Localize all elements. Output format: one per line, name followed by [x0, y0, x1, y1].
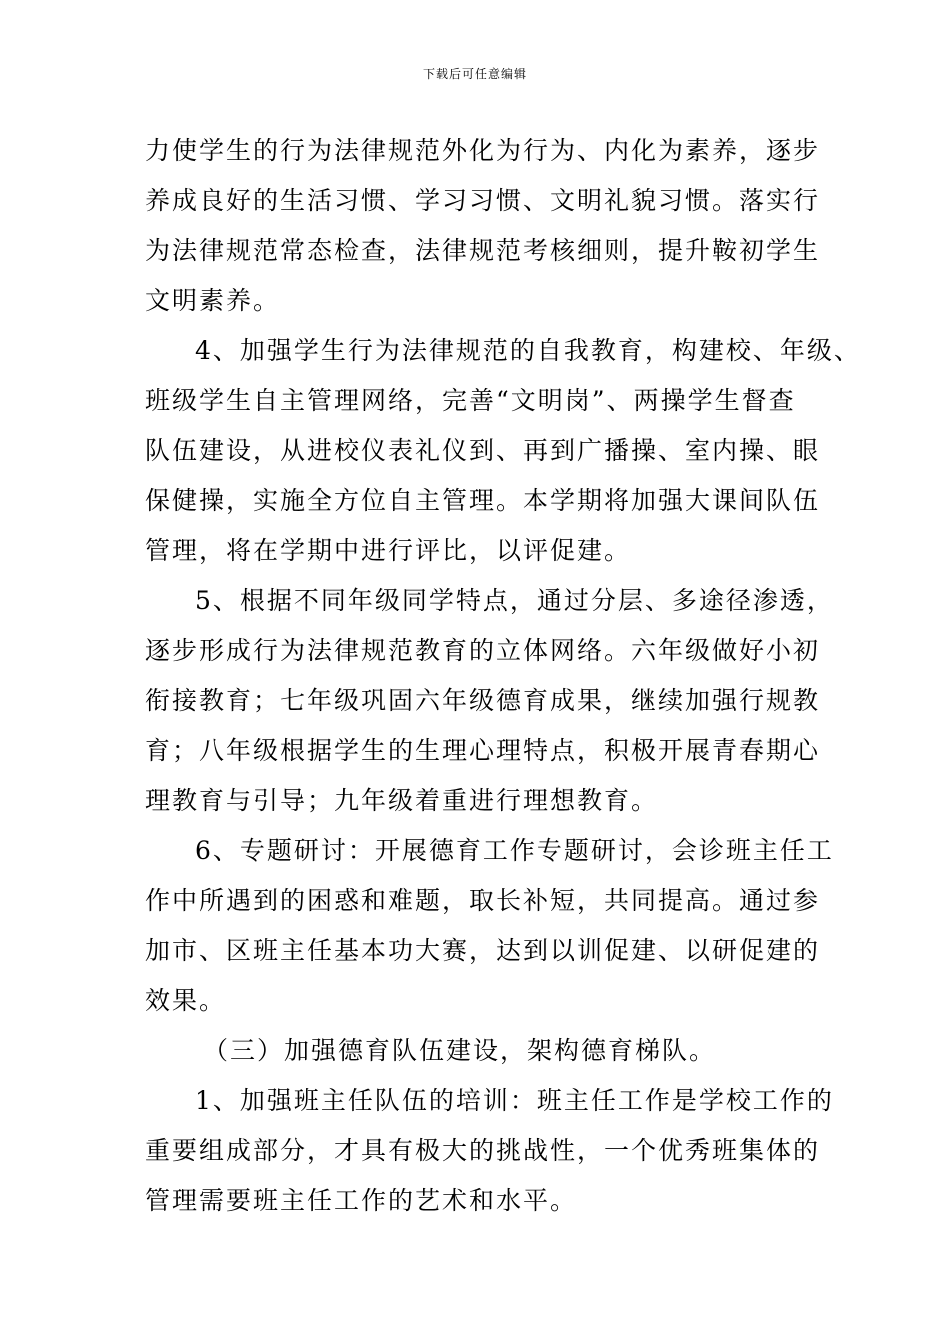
text-line: （三）加强德育队伍建设，架构德育梯队。	[203, 1036, 717, 1065]
text-line: 育；八年级根据学生的生理心理特点，积极开展青春期心	[145, 736, 821, 765]
section-heading	[145, 1026, 815, 1076]
text-line: 重要组成部分，才具有极大的挑战性，一个优秀班集体的	[145, 1136, 821, 1165]
text-line: 加市、区班主任基本功大赛，达到以训促建、以研促建的	[145, 936, 821, 965]
text-line: 养成良好的生活习惯、学习习惯、文明礼貌习惯。落实行	[145, 186, 821, 215]
text-line: 班级学生自主管理网络，完善“文明岗”、两操学生督查	[145, 386, 796, 415]
text-line: 文明素养。	[145, 286, 281, 315]
text-line: 衔接教育；七年级巩固六年级德育成果，继续加强行规教	[145, 686, 821, 715]
paragraph	[145, 576, 834, 826]
text-line: 逐步形成行为法律规范教育的立体网络。六年级做好小初	[145, 636, 821, 665]
text-line: 效果。	[145, 986, 227, 1015]
text-line: 4、加强学生行为法律规范的自我教育，构建校、年级、	[195, 336, 861, 365]
paragraph	[145, 826, 834, 1026]
text-line: 1、加强班主任队伍的培训：班主任工作是学校工作的	[195, 1086, 834, 1115]
text-line: 作中所遇到的困惑和难题，取长补短，共同提高。通过参	[145, 886, 821, 915]
text-line: 5、根据不同年级同学特点，通过分层、多途径渗透，	[195, 586, 834, 615]
text-line: 为法律规范常态检查，法律规范考核细则，提升鞍初学生	[145, 236, 821, 265]
text-line: 理教育与引导；九年级着重进行理想教育。	[145, 786, 659, 815]
text-line: 管理，将在学期中进行评比，以评促建。	[145, 536, 632, 565]
text-line: 6、专题研讨：开展德育工作专题研讨，会诊班主任工	[195, 836, 834, 865]
text-line: 保健操，实施全方位自主管理。本学期将加强大课间队伍	[145, 486, 821, 515]
document-body	[145, 126, 861, 1226]
page-header: 下载后可任意编辑	[422, 67, 527, 81]
text-line: 队伍建设，从进校仪表礼仪到、再到广播操、室内操、眼	[145, 436, 821, 465]
text-line: 力使学生的行为法律规范外化为行为、内化为素养，逐步	[145, 136, 821, 165]
text-line: 管理需要班主任工作的艺术和水平。	[145, 1186, 578, 1215]
paragraph	[145, 326, 861, 576]
paragraph	[145, 1076, 834, 1226]
paragraph	[145, 126, 821, 326]
